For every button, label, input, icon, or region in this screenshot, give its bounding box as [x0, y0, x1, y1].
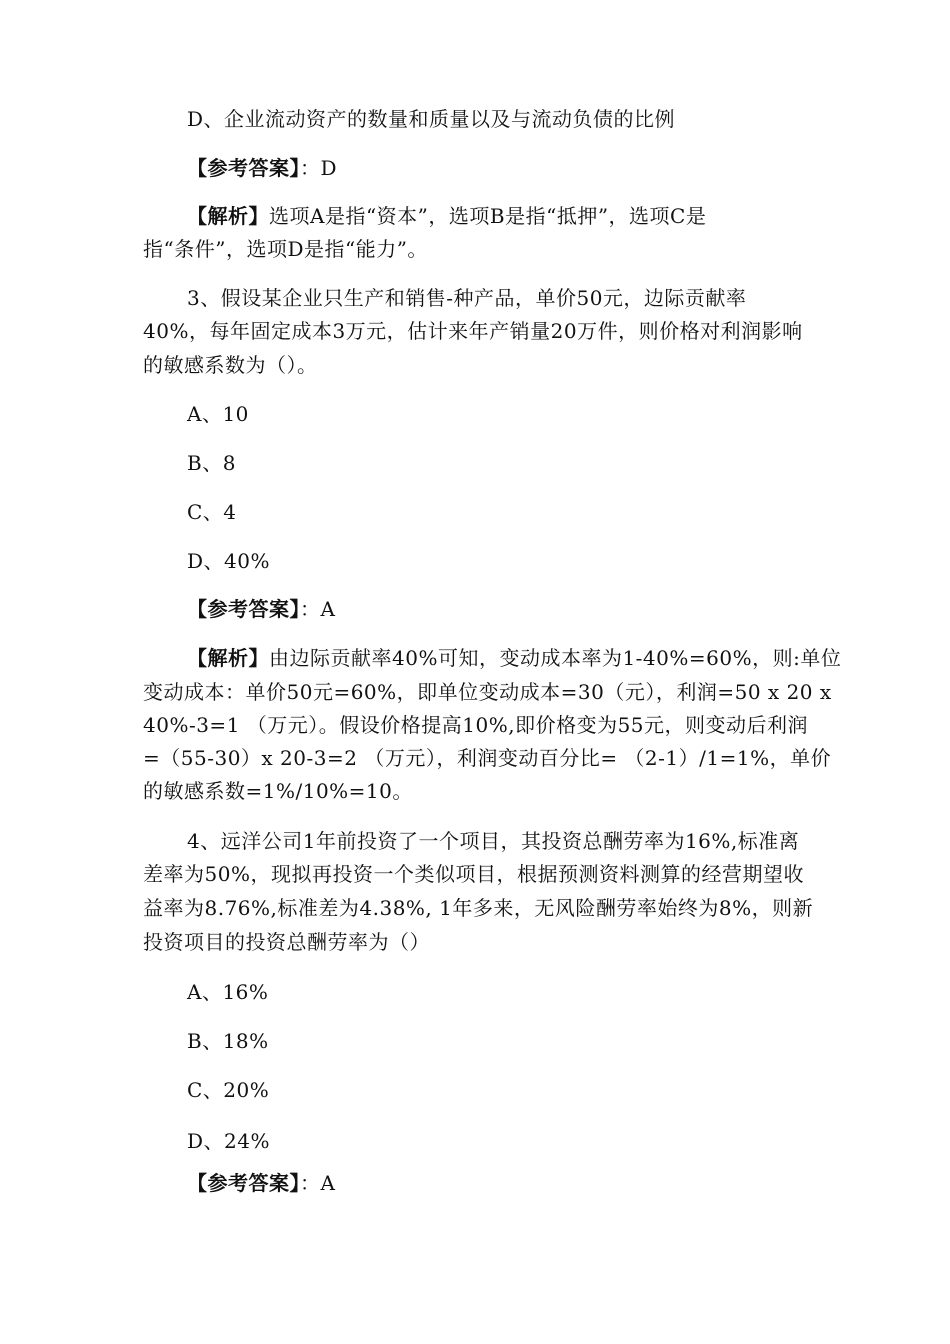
analysis-label: 【解析】 — [187, 646, 269, 670]
answer-separator: ： — [300, 156, 321, 180]
q3-option-d: D、40% — [187, 549, 270, 573]
q4-option-d: D、24% — [187, 1129, 270, 1153]
analysis-label: 【解析】 — [187, 204, 269, 228]
q4-option-a: A、16% — [187, 980, 269, 1004]
analysis-text: 选项A是指“资本”，选项B是指“抵押”，选项C是 — [269, 204, 707, 228]
q3-stem-line2: 40%，每年固定成本3万元，估计来年产销量20万件，则价格对利润影响 — [143, 319, 803, 343]
q2-option-d: D、企业流动资产的数量和质量以及与流动负债的比例 — [187, 107, 676, 131]
answer-label: 【参考答案】 — [187, 156, 300, 180]
q2-analysis-line1 — [187, 204, 706, 228]
q3-option-b: B、8 — [187, 451, 236, 475]
q2-analysis-line2: 指“条件”，选项D是指“能力”。 — [143, 237, 428, 261]
q2-answer — [187, 156, 337, 180]
q4-stem-line1: 4、远洋公司1年前投资了一个项目，其投资总酬劳率为16%,标准离 — [187, 829, 800, 853]
q4-option-c: C、20% — [187, 1078, 270, 1102]
answer-separator: ： — [300, 1171, 321, 1195]
q3-stem-line1: 3、假设某企业只生产和销售-种产品，单价50元，边际贡献率 — [187, 286, 747, 310]
answer-separator: ： — [300, 597, 321, 621]
q4-stem-line2: 差率为50%，现拟再投资一个类似项目，根据预测资料测算的经营期望收 — [143, 862, 804, 886]
q3-analysis-line1 — [187, 646, 841, 670]
answer-value: A — [320, 1171, 336, 1195]
q3-analysis-line5: 的敏感系数=1%/10%=10。 — [143, 779, 413, 803]
q3-answer — [187, 597, 335, 621]
answer-label: 【参考答案】 — [187, 597, 300, 621]
q4-stem-line4: 投资项目的投资总酬劳率为（） — [143, 930, 430, 954]
q3-stem-line3: 的敏感系数为（）。 — [143, 353, 318, 377]
q4-option-b: B、18% — [187, 1029, 269, 1053]
answer-value: D — [320, 156, 338, 180]
analysis-text: 由边际贡献率40%可知，变动成本率为1-40%=60%，则:单位 — [269, 646, 842, 670]
q4-stem-line3: 益率为8.76%,标准差为4.38%, 1年多来，无风险酬劳率始终为8%，则新 — [143, 896, 814, 920]
q3-option-a: A、10 — [187, 402, 249, 426]
q4-answer — [187, 1171, 335, 1195]
q3-analysis-line2: 变动成本：单价50元=60%，即单位变动成本=30（元），利润=50 x 20 x — [143, 680, 832, 704]
q3-analysis-line3: 40%-3=1 （万元）。假设价格提高10%,即价格变为55元，则变动后利润 — [143, 713, 809, 737]
answer-label: 【参考答案】 — [187, 1171, 300, 1195]
answer-value: A — [320, 597, 336, 621]
q3-option-c: C、4 — [187, 500, 237, 524]
q3-analysis-line4: =（55-30）x 20-3=2 （万元），利润变动百分比= （2-1）/1=1%，单价 — [143, 746, 832, 770]
